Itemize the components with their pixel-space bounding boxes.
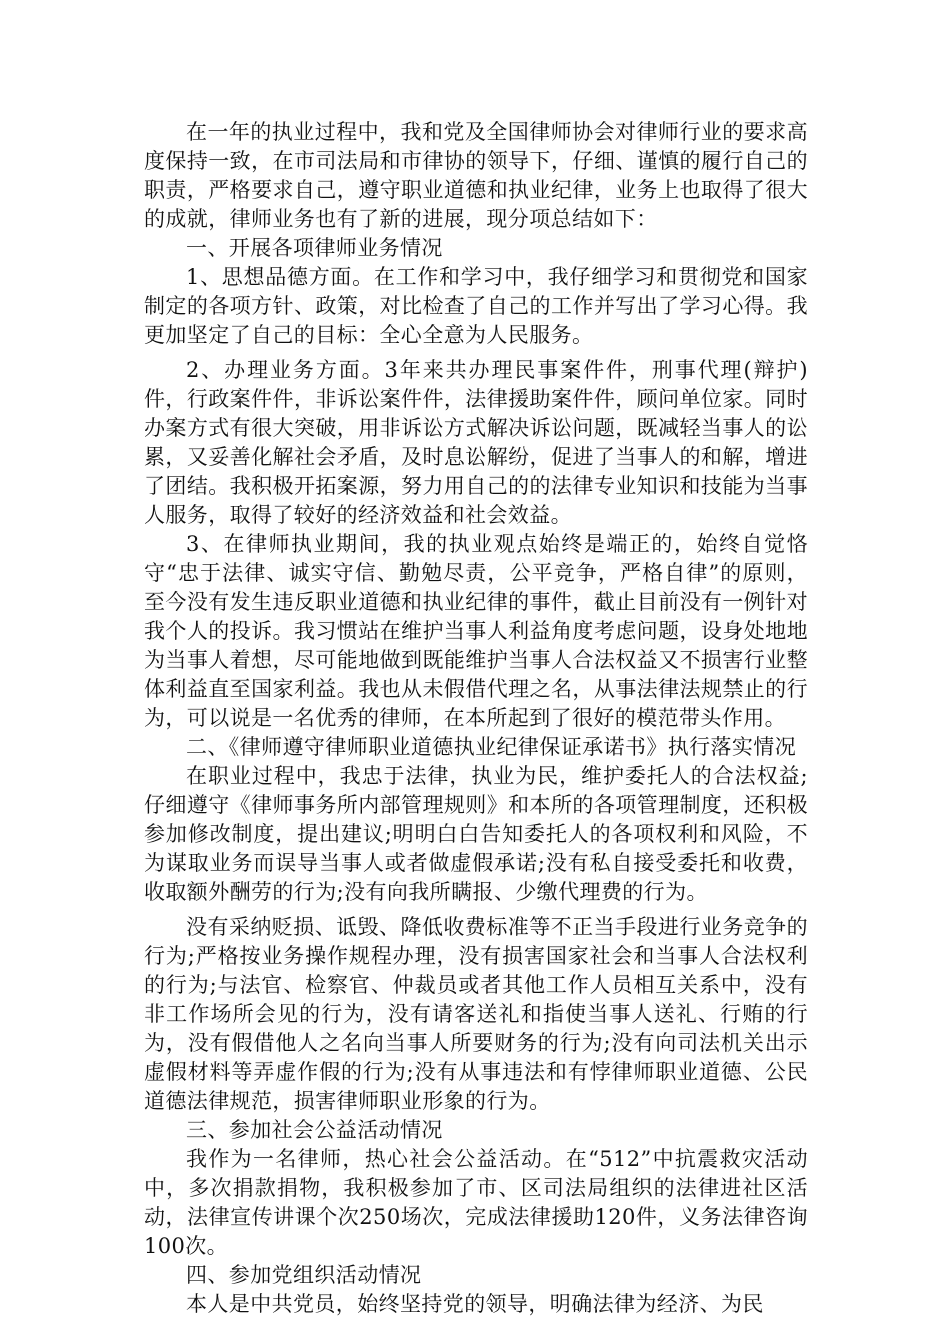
paragraph-conduct: 3、在律师执业期间，我的执业观点始终是端正的，始终自觉恪守“忠于法律、诚实守信、勤勉尽责，公平竞争，严格自律”的原则，至今没有发生违反职业道德和执业纪律的事件，截止目前没有一例针对我个人的投诉。我习惯站在维护当事人利益角度考虑问题，设身处地地为当事人着想，尽可能地做到既能维护当事人合法权益又不损害行业整体利益直至国家利益。我也从未假借代理之名，从事法律法规禁止的行为，可以说是一名优秀的律师，在本所起到了很好的模范带头作用。 — [144, 532, 808, 730]
heading-section-3: 三、参加社会公益活动情况 — [186, 1118, 443, 1142]
paragraph-business: 2、办理业务方面。3年来共办理民事案件件，刑事代理(辩护)件，行政案件件，非诉讼案件件，法律援助案件件，顾问单位家。同时办案方式有很大突破，用非诉讼方式解决诉讼问题，既减轻当事人的讼累，又妥善化解社会矛盾，及时息讼解纷，促进了当事人的和解，增进了团结。我积极开拓案源，努力用自己的的法律专业知识和技能为当事人服务，取得了较好的经济效益和社会效益。 — [144, 358, 808, 527]
paragraph-competition: 没有采纳贬损、诋毁、降低收费标准等不正当手段进行业务竞争的行为;严格按业务操作规程办理，没有损害国家社会和当事人合法权利的行为;与法官、检察官、仲裁员或者其他工作人员相互关系中，没有非工作场所会见的行为，没有请客送礼和指使当事人送礼、行贿的行为，没有假借他人之名向当事人所要财务的行为;没有向司法机关出示虚假材料等弄虚作假的行为;没有从事违法和有悖律师职业道德、公民道德法律规范，损害律师职业形象的行为。 — [144, 915, 808, 1113]
paragraph-party: 本人是中共党员，始终坚持党的领导，明确法律为经济、为民 — [186, 1292, 764, 1316]
paragraph-intro: 在一年的执业过程中，我和党及全国律师协会对律师行业的要求高度保持一致，在市司法局和市律协的领导下，仔细、谨慎的履行自己的职责，严格要求自己，遵守职业道德和执业纪律，业务上也取得了很大的成就，律师业务也有了新的进展，现分项总结如下： — [144, 120, 808, 231]
paragraph-ideology: 1、思想品德方面。在工作和学习中，我仔细学习和贯彻党和国家制定的各项方针、政策，对比检查了自己的工作并写出了学习心得。我更加坚定了自己的目标：全心全意为人民服务。 — [144, 265, 808, 347]
heading-section-4: 四、参加党组织活动情况 — [186, 1263, 422, 1287]
heading-section-2: 二、《律师遵守律师职业道德执业纪律保证承诺书》执行落实情况 — [186, 735, 797, 759]
paragraph-commitment: 在职业过程中，我忠于法律，执业为民，维护委托人的合法权益;仔细遵守《律师事务所内部管理规则》和本所的各项管理制度，还积极参加修改制度，提出建议;明明白白告知委托人的各项权利和风险，不为谋取业务而误导当事人或者做虚假承诺;没有私自接受委托和收费，收取额外酬劳的行为;没有向我所瞒报、少缴代理费的行为。 — [144, 764, 808, 904]
heading-section-1: 一、开展各项律师业务情况 — [186, 236, 443, 260]
paragraph-public-welfare: 我作为一名律师，热心社会公益活动。在“512”中抗震救灾活动中，多次捐款捐物，我积极参加了市、区司法局组织的法律进社区活动，法律宣传讲课个次250场次，完成法律援助120件，义务法律咨询100次。 — [144, 1147, 808, 1258]
document-body — [144, 118, 808, 1319]
